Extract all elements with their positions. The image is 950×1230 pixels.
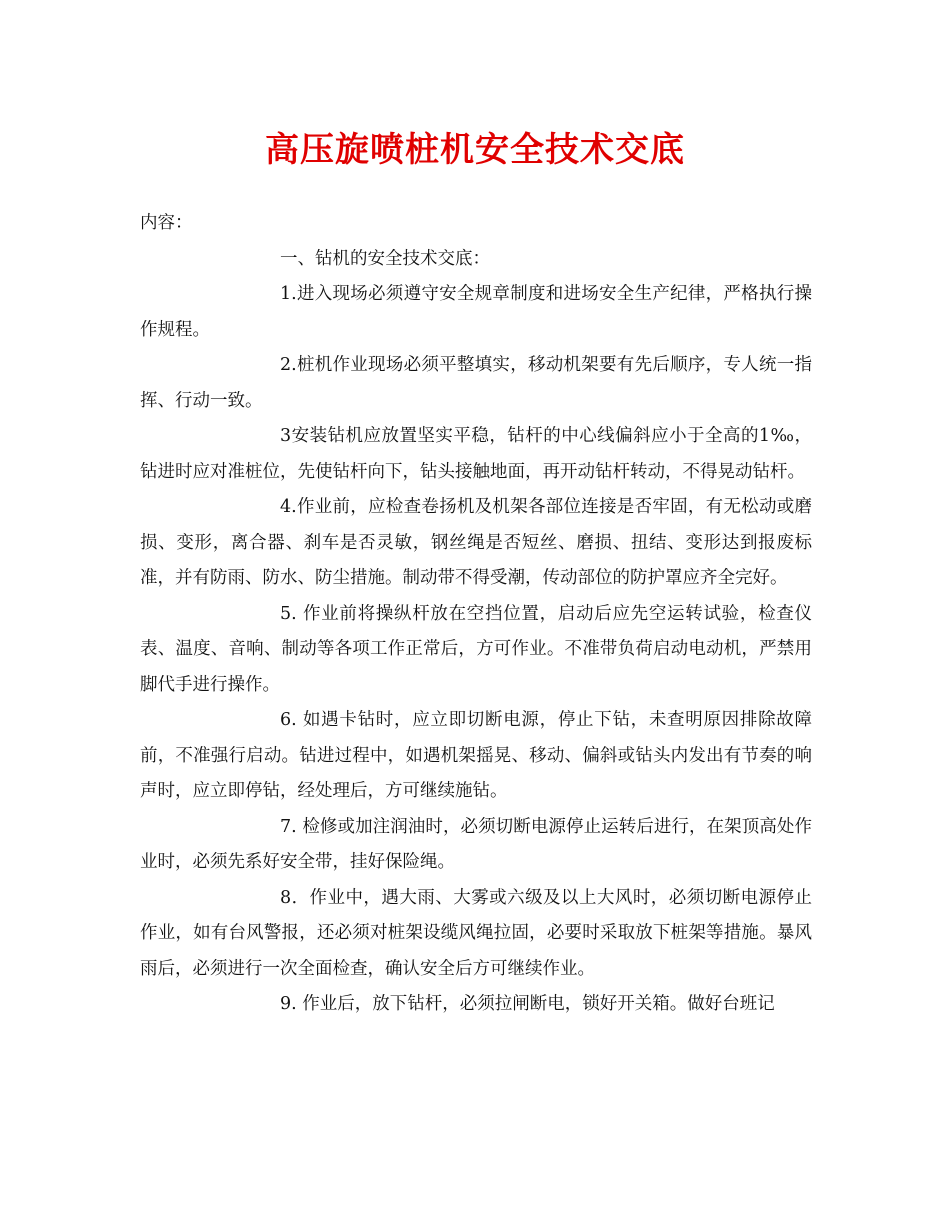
paragraph-item-6: 6. 如遇卡钻时，应立即切断电源，停止下钻，未查明原因排除故障前，不准强行启动。钻进过程中，如遇机架摇晃、移动、偏斜或钻头内发出有节奏的响声时，应立即停钻，经处理后，方可继续施钻。 [140, 710, 812, 801]
paragraph-item-7: 7. 检修或加注润油时，必须切断电源停止运转后进行，在架顶高处作业时，必须先系好安全带，挂好保险绳。 [140, 816, 812, 872]
paragraph-item-1: 1.进入现场必须遵守安全规章制度和进场安全生产纪律，严格执行操作规程。 [140, 284, 812, 340]
section-heading: 一、钻机的安全技术交底： [280, 248, 490, 269]
paragraph-item-4: 4.作业前，应检查卷扬机及机架各部位连接是否牢固，有无松动或磨损、变形，离合器、刹车是否灵敏，钢丝绳是否短丝、磨损、扭结、变形达到报废标准，并有防雨、防水、防尘措施。制动带不得受潮，传动部位的防护罩应齐全完好。 [140, 497, 812, 588]
document-body [140, 206, 812, 1023]
paragraph-item-5: 5. 作业前将操纵杆放在空挡位置，启动后应先空运转试验，检查仪表、温度、音响、制动等各项工作正常后，方可作业。不准带负荷启动电动机，严禁用脚代手进行操作。 [140, 603, 812, 695]
paragraph-item-2: 2.桩机作业现场必须平整填实，移动机架要有先后顺序，专人统一指挥、行动一致。 [140, 355, 812, 411]
document-title: 高压旋喷桩机安全技术交底 [265, 130, 685, 170]
paragraph-item-9: 9. 作业后，放下钻杆，必须拉闸断电，锁好开关箱。做好台班记 [280, 994, 775, 1014]
paragraph-item-8: 8．作业中，遇大雨、大雾或六级及以上大风时，必须切断电源停止作业，如有台风警报，还必须对桩架设缆风绳拉固，必要时采取放下桩架等措施。暴风雨后，必须进行一次全面检查，确认安全后方可继续作业。 [140, 887, 812, 979]
content-label: 内容： [140, 213, 193, 233]
paragraph-item-3: 3安装钻机应放置坚实平稳，钻杆的中心线偏斜应小于全高的1‰，钻进时应对准桩位，先使钻杆向下，钻头接触地面，再开动钻杆转动，不得晃动钻杆。 [140, 426, 812, 482]
